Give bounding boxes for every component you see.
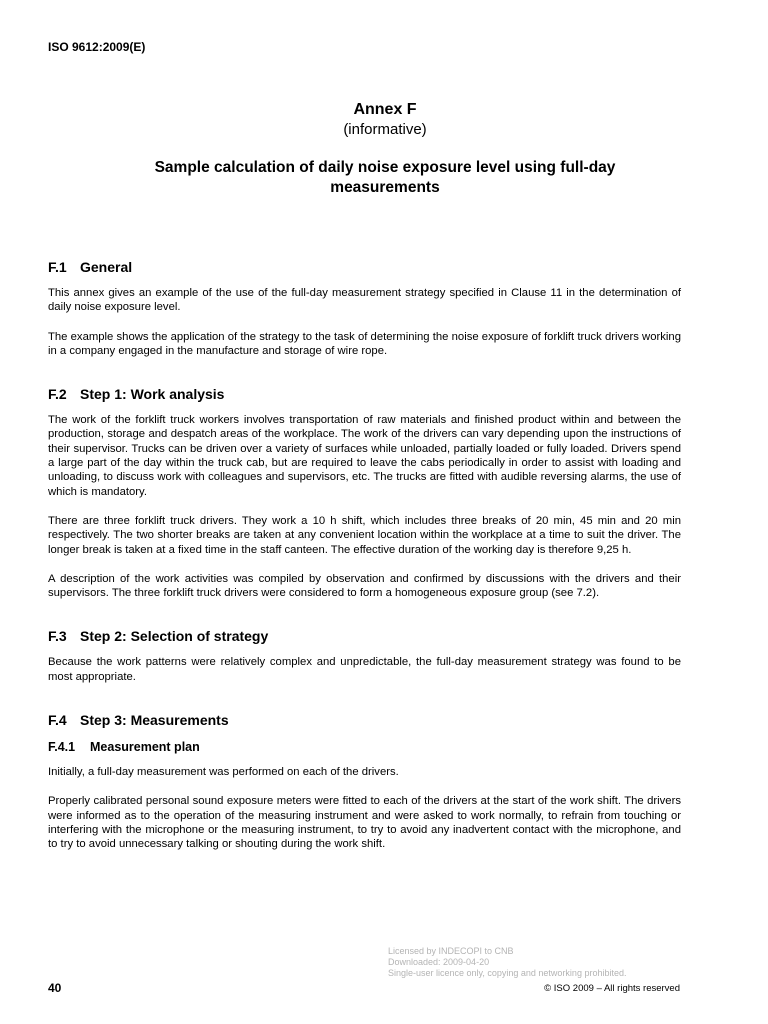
paragraph: There are three forklift truck drivers. They work a 10 h shift, which includes three breaks of 20 min, 45 min and 20 min respectively. The two shorter breaks are taken at any convenient location within the workplace at a time to suit the driver. The longer break is taken at a fixed time in the staff canteen. The effective duration of the working day is therefore 9,25 h. xyxy=(48,514,681,556)
annex-heading-line-2: measurements xyxy=(330,179,440,196)
paragraph: Initially, a full-day measurement was performed on each of the drivers. xyxy=(48,766,399,779)
licence-line: Licensed by INDECOPI to CNB xyxy=(388,946,514,956)
section-number: F.3 xyxy=(48,628,67,645)
licence-line: Single-user licence only, copying and networking prohibited. xyxy=(388,968,627,978)
section-number: F.2 xyxy=(48,386,67,403)
paragraph: Properly calibrated personal sound exposure meters were fitted to each of the drivers at the start of the work shift. The drivers were informed as to the operation of the measuring instrument and were asked to work normally, to refrain from touching or interfering with the microphone or the measuring instrument, to try to avoid any inadvertent contact with the microphone, and to try to avoid unnecessary talking or shouting during the work shift. xyxy=(48,795,681,851)
paragraph: The example shows the application of the strategy to the task of determining the noise exposure of forklift truck drivers working in a company engaged in the manufacture and storage of wire rope. xyxy=(48,330,681,357)
section-heading-f4 xyxy=(48,711,681,729)
subsection-number: F.4.1 xyxy=(48,740,76,755)
section-title: Step 1: Work analysis xyxy=(80,386,225,403)
section-title: Step 2: Selection of strategy xyxy=(80,628,269,645)
paragraph: Because the work patterns were relatively complex and unpredictable, the full-day measurement strategy was found to be most appropriate. xyxy=(48,656,681,683)
section-title: General xyxy=(80,259,133,275)
page-number: 40 xyxy=(48,981,62,995)
paragraph: This annex gives an example of the use of the full-day measurement strategy specified in Clause 11 in the determination of daily noise exposure level. xyxy=(48,287,681,314)
section-heading-f2 xyxy=(48,385,681,403)
section-heading-f3 xyxy=(48,627,681,645)
annex-heading xyxy=(48,158,722,198)
annex-title: Annex F xyxy=(353,101,417,118)
paragraph: A description of the work activities was compiled by observation and confirmed by discussions with the drivers and their supervisors. The three forklift truck drivers were considered to form a homogeneous exposure group (see 7.2). xyxy=(48,572,681,600)
licence-watermark xyxy=(388,946,626,979)
paragraph: The work of the forklift truck workers involves transportation of raw materials and finished product within and between the production, storage and despatch areas of the workplace. The work of the drivers can vary depending upon the instructions of their supervisor. Trucks can be driven over a variety of surfaces while unloaded, partially loaded or fully loaded. Drivers spend a large part of the day within the truck cab, but are required to leave the cabs periodically in order to assist with loading and unloading, to discuss work with colleagues and supervisors, etc. The trucks are fitted with audible reversing alarms, the use of which is mandatory. xyxy=(48,414,681,498)
section-heading-f1 xyxy=(48,258,681,276)
annex-heading-line-1: Sample calculation of daily noise exposure level using full-day xyxy=(154,159,616,176)
section-number: F.1 xyxy=(48,259,67,275)
licence-line: Downloaded: 2009-04-20 xyxy=(388,957,490,967)
copyright-notice: © ISO 2009 – All rights reserved xyxy=(544,983,680,994)
section-number: F.4 xyxy=(48,712,67,729)
document-id: ISO 9612:2009(E) xyxy=(48,40,146,54)
subsection-title: Measurement plan xyxy=(90,740,200,755)
subsection-heading-f4-1 xyxy=(48,739,681,755)
document-body xyxy=(48,258,681,852)
section-title: Step 3: Measurements xyxy=(80,712,229,729)
annex-header xyxy=(48,100,722,198)
annex-type: (informative) xyxy=(343,121,427,138)
